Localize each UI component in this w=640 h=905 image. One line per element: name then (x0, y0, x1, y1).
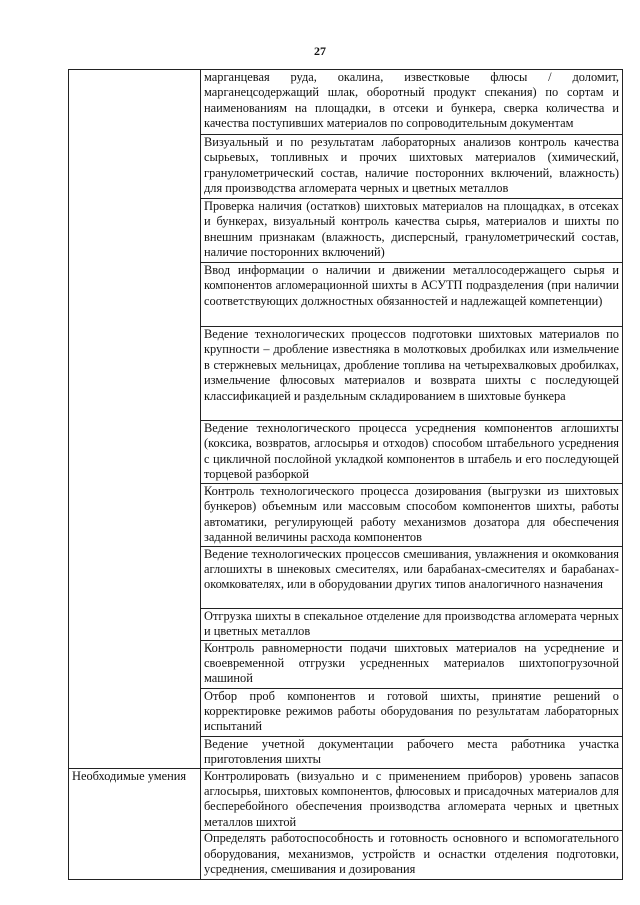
table-cell (201, 608, 623, 640)
cell-text: Определять работоспособность и готовность основного и вспомогательного оборудования, механизмов, устройств и оснастки отделения подготовки, усреднения, смешивания и дозирования (204, 831, 619, 877)
table-row (69, 70, 623, 135)
table-cell (201, 263, 623, 327)
table-cell (201, 736, 623, 768)
cell-text: Ведение учетной документации рабочего места работника участка приготовления шихты (204, 736, 619, 767)
table-cell (201, 831, 623, 880)
cell-text: Отбор проб компонентов и готовой шихты, принятие решений о корректировке режимов работы оборудования по результатам лабораторных испытаний (204, 688, 619, 734)
table-cell (201, 688, 623, 736)
skills-label-cell (69, 768, 201, 880)
table-cell (201, 546, 623, 608)
table-cell (201, 70, 623, 135)
table-cell (201, 327, 623, 421)
table-cell (201, 135, 623, 199)
cell-text: Визуальный и по результатам лабораторных анализов контроль качества сырьевых, топливных и прочих шихтовых материалов (химический, гранулометрический состав, наличие посторонних включений, влажность) для производства агломерата черных и цветных металлов (204, 135, 619, 196)
table-cell (201, 421, 623, 484)
cell-text: Ввод информации о наличии и движении металлосодержащего сырья и компонентов агломерационной шихты в АСУТП подразделения (при наличии соответствующих должностных обязанностей и надлежащей компетенции) (204, 263, 619, 308)
table-cell (201, 640, 623, 688)
cell-text: Проверка наличия (остатков) шихтовых материалов на площадках, в отсеках и бункерах, визуальный контроль качества сырья, материалов и шихты по внешним признакам (влажность, дисперсный, гранулометрический состав, наличие посторонних включений) (204, 199, 619, 260)
cell-text: марганцевая руда, окалина, известковые флюсы / доломит, марганецсодержащий шлак, оборотный продукт спекания) по сортам и наименованиям на площадки, в отсеки и бункера, сверка количества и качества поступивших материалов по сопроводительным документам (204, 70, 619, 131)
table-cell (201, 484, 623, 547)
cell-text: Ведение технологических процессов смешивания, увлажнения и окомкования аглошихты в шнековых смесителях, или барабанах-смесителях и барабанах-окомкователях, или в оборудовании других типов аналогичного назначения (204, 546, 619, 592)
labor-actions-label-cell (69, 70, 201, 769)
cell-text: Контроль технологического процесса дозирования (выгрузки из шихтовых бункеров) объемным или массовым способом компонентов шихты, работы автоматики, регулирующей работу механизмов дозатора для обеспечения заданной величины расхода компонентов (204, 484, 619, 545)
table-cell (201, 199, 623, 263)
cell-text: Отгрузка шихты в спекальное отделение для производства агломерата черных и цветных металлов (204, 608, 619, 639)
document-table (68, 69, 623, 880)
table-row (69, 768, 623, 831)
skills-label: Необходимые умения (72, 768, 187, 783)
cell-text: Ведение технологического процесса усреднения компонентов аглошихты (коксика, возвратов, аглосырья и отходов) способом штабельного усреднения с цикличной послойной укладкой компонентов в штабель и его последующей торцевой разборкой (204, 421, 619, 482)
cell-text: Ведение технологических процессов подготовки шихтовых материалов по крупности – дробление известняка в молотковых дробилках или измельчение в стержневых мельницах, дробление топлива на четырехвалковых дробилках, измельчение флюсовых материалов и возврата шихты с последующей классификацией и раздельным складированием в шихтовые бункера (204, 327, 619, 403)
cell-text: Контролировать (визуально и с применением приборов) уровень запасов аглосырья, шихтовых компонентов, флюсовых и присадочных материалов для бесперебойного обеспечения производства агломерата черных и цветных металлов шихтой (204, 768, 619, 829)
page-number: 27 (314, 44, 326, 58)
cell-text: Контроль равномерности подачи шихтовых материалов на усреднение и своевременной отгрузки усредненных материалов шихтопогрузочной машиной (204, 640, 619, 686)
table-cell (201, 768, 623, 831)
